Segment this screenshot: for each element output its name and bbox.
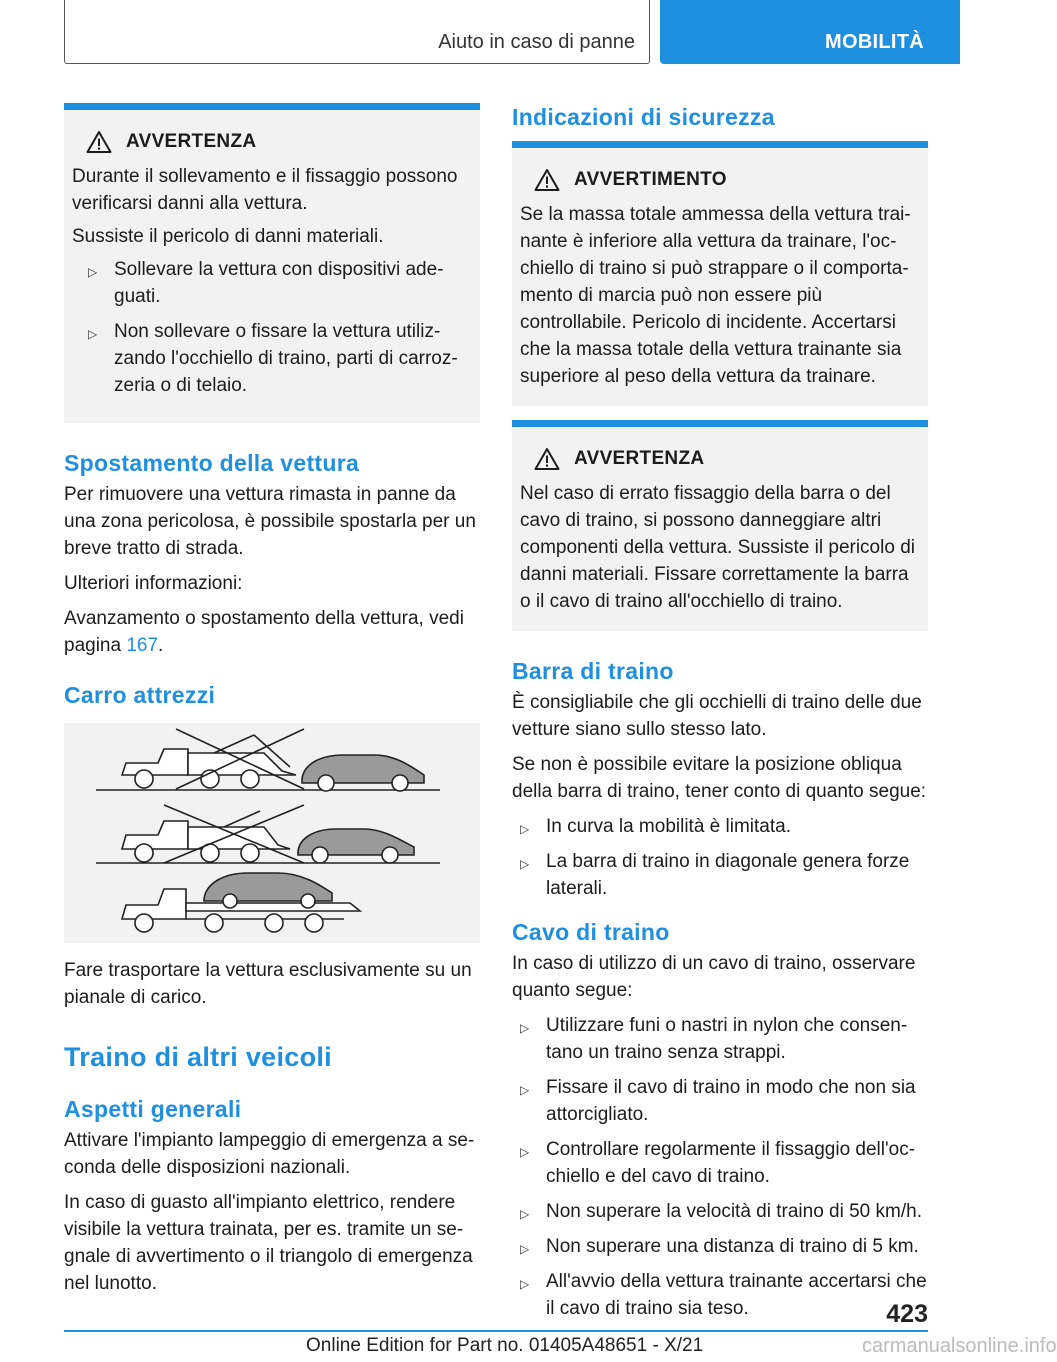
bar-list [512,813,928,902]
list-item: ▷ Utilizzare funi o nastri in nylon che consentano un traino senza strappi. [520,1015,908,1063]
section-towing [64,1041,480,1297]
section-heading: Carro attrezzi [64,682,216,708]
warning-triangle-icon [534,168,560,192]
bullet-triangle-icon: ▷ [520,1083,530,1097]
list-item: ▷ All'avvio della vettura trainante accertarsi che il cavo di traino sia teso. [520,1271,927,1319]
bullet-triangle-icon: ▷ [88,265,98,279]
section-moving [64,449,480,659]
watermark: carmanualsonline.info [862,1335,1057,1357]
paragraph: In caso di utilizzo di un cavo di traino, osservare quanto segue: [512,953,916,1001]
section-bar [512,657,928,902]
paragraph: Attivare l'impianto lampeggio di emergenza a seconda delle disposizioni nazionali. [64,1130,475,1178]
paragraph: È consigliabile che gli occhielli di traino delle due vetture siano sullo stesso lato. [512,692,922,740]
warning-triangle-icon [86,130,112,154]
tow-truck-illustration [64,723,480,943]
section-heading: Indicazioni di sicurezza [512,104,775,130]
paragraph: Per rimuovere una vettura rimasta in panne da una zona pericolosa, è possibile spostarla per un breve tratto di strada. [64,484,476,559]
header-section-tab [64,0,650,64]
bullet-triangle-icon: ▷ [88,327,98,341]
list-item: ▷ Controllare regolarmente il fissaggio dell'occhiello e del cavo di traino. [520,1139,916,1187]
warning-text: Sussiste il pericolo di danni materiali. [72,226,384,247]
bullet-triangle-icon: ▷ [520,1021,530,1035]
tow-truck-drawing [64,723,480,943]
paragraph: Se non è possibile evitare la posizione obliqua della barra di traino, tener conto di quanto segue: [512,754,927,802]
list-item: ▷ La barra di traino in diagonale genera forze laterali. [520,851,910,899]
paragraph: Avanzamento o spostamento della vettura, vedi pagina 167. [64,608,464,656]
list-item: ▷ Sollevare la vettura con dispositivi adeguati. [88,259,444,307]
section-safety [512,103,928,131]
paragraph: In caso di guasto all'impianto elettrico, rendere visibile la vettura trainata, per es. tramite un segnale di avvertimento o il triangolo di emergenza nel lunotto. [64,1192,473,1294]
cable-list [512,1012,928,1322]
warning-box-mass [512,141,928,406]
bullet-triangle-icon: ▷ [520,1277,530,1291]
page-link[interactable]: 167 [126,635,159,656]
section-heading: Spostamento della vettura [64,450,360,476]
warning-box-title: AVVERTENZA [86,130,470,154]
left-column [64,103,480,1297]
warning-list [72,256,470,399]
bullet-triangle-icon: ▷ [520,1242,530,1256]
warning-triangle-icon [534,447,560,471]
header-section-title: Aiuto in caso di panne [438,31,635,53]
chapter-heading: Traino di altri veicoli [64,1042,332,1072]
warning-box-title: AVVERTENZA [534,447,918,471]
warning-text: Nel caso di errato fissaggio della barra o del cavo di traino, si possono danneggiare altri componenti della vettura. Sussiste il pericolo di danni materiali. Fissare correttamente la barra o il cavo di traino all'occhiello di traino. [520,483,915,612]
warning-box-fixing [512,420,928,631]
section-cable [512,918,928,1322]
header-chapter-tab [660,0,960,64]
header-chapter-title: MOBILITÀ [825,31,925,53]
bullet-triangle-icon: ▷ [520,1145,530,1159]
list-item: ▷ In curva la mobilità è limitata. [512,813,928,840]
right-column [512,103,928,1330]
list-item: ▷ Non sollevare o fissare la vettura utilizzando l'occhiello di traino, parti di carrozzeria o di telaio. [88,321,458,396]
section-heading: Cavo di traino [512,919,670,945]
warning-box-lifting [64,103,480,423]
footer-divider [64,1330,928,1332]
page-number: 423 [886,1300,928,1328]
warning-box-title: AVVERTIMENTO [534,168,918,192]
bullet-triangle-icon: ▷ [520,857,530,871]
list-item: ▷ Non superare una distanza di traino di 5 km. [512,1233,928,1260]
section-tow-truck [64,681,480,1011]
list-item: ▷ Non superare la velocità di traino di 50 km/h. [512,1198,928,1225]
section-heading: Barra di traino [512,658,674,684]
bullet-triangle-icon: ▷ [520,822,530,836]
warning-text: Se la massa totale ammessa della vettura trainante è inferiore alla vettura da trainare, l'occhiello di traino si può strappare o il comportamento di marcia può non essere più controllabile. Pericolo di incidente. Accertarsi che la massa totale della vettura trainante sia superiore al peso della vettura da trainare. [520,204,911,387]
warning-text: Durante il sollevamento e il fissaggio possono verificarsi danni alla vettura. [72,166,458,214]
paragraph: Ulteriori informazioni: [64,573,243,594]
list-item: ▷ Fissare il cavo di traino in modo che non sia attorcigliato. [520,1077,916,1125]
bullet-triangle-icon: ▷ [520,1207,530,1221]
figure-caption: Fare trasportare la vettura esclusivamente su un pianale di carico. [64,960,472,1008]
section-heading: Aspetti generali [64,1096,242,1122]
footer-edition: Online Edition for Part no. 01405A48651 - X/21 [306,1335,704,1356]
